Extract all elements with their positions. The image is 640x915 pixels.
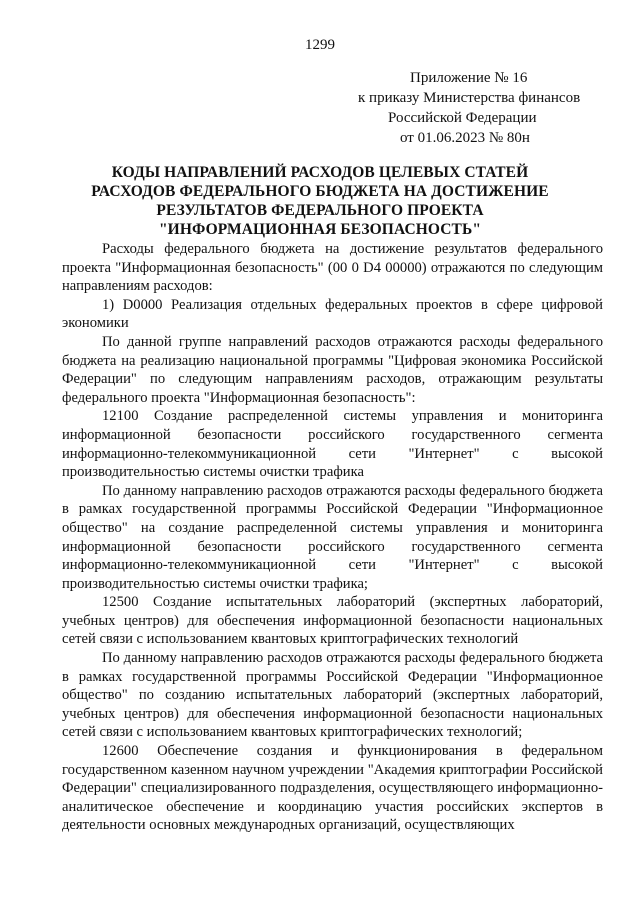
- appendix-line: от 01.06.2023 № 80н: [400, 130, 530, 146]
- paragraph: 1) D0000 Реализация отдельных федеральных проектов в сфере цифровой экономики: [62, 296, 603, 332]
- paragraph: Расходы федерального бюджета на достижение результатов федерального проекта "Информационная безопасность" (00 0 D4 00000) отражаются по следующим направлениям расходов:: [62, 241, 603, 295]
- document-body: [62, 240, 603, 835]
- paragraph: 12100 Создание распределенной системы управления и мониторинга информационной безопасности российского государственного сегмента информационно-телекоммуникационной сети "Интернет" с высокой производительностью системы очистки трафика: [62, 408, 603, 481]
- appendix-line: к приказу Министерства финансов: [358, 90, 581, 106]
- paragraph: 12500 Создание испытательных лабораторий (экспертных лабораторий, учебных центров) для обеспечения информационной безопасности национальных сетей связи с использованием квантовых криптографических технологий: [62, 594, 603, 648]
- title-line: РАСХОДОВ ФЕДЕРАЛЬНОГО БЮДЖЕТА НА ДОСТИЖЕНИЕ: [91, 183, 549, 200]
- paragraph: По данной группе направлений расходов отражаются расходы федерального бюджета на реализацию национальной программы "Цифровая экономика Российской Федерации" по следующим направлениям расходов, отражающим результаты федерального проекта "Информационная безопасность":: [62, 333, 603, 406]
- appendix-line: Российской Федерации: [388, 110, 537, 126]
- appendix-line: Приложение № 16: [410, 70, 528, 86]
- title-line: РЕЗУЛЬТАТОВ ФЕДЕРАЛЬНОГО ПРОЕКТА: [156, 202, 484, 219]
- title-line: "ИНФОРМАЦИОННАЯ БЕЗОПАСНОСТЬ": [158, 221, 482, 238]
- document-title: [60, 163, 580, 239]
- page-number: 1299: [305, 37, 335, 53]
- title-line: КОДЫ НАПРАВЛЕНИЙ РАСХОДОВ ЦЕЛЕВЫХ СТАТЕЙ: [111, 164, 529, 181]
- paragraph: 12600 Обеспечение создания и функционирования в федеральном государственном казенном научном учреждении "Академия криптографии Российской Федерации" специализированного подразделения, осуществляющего информационно-аналитическое обеспечение и координацию участия российских экспертов в деятельности основных международных организаций, осуществляющих: [62, 743, 603, 834]
- appendix-block: [330, 68, 610, 148]
- paragraph: По данному направлению расходов отражаются расходы федерального бюджета в рамках государственной программы Российской Федерации "Информационное общество" по созданию испытательных лабораторий (экспертных лабораторий, учебных центров) для обеспечения информационной безопасности национальных сетей связи с использованием квантовых криптографических технологий;: [62, 650, 603, 741]
- paragraph: По данному направлению расходов отражаются расходы федерального бюджета в рамках государственной программы Российской Федерации "Информационное общество" на создание распределенной системы управления и мониторинга информационной безопасности российского государственного сегмента информационно-телекоммуникационной сети "Интернет" с высокой производительностью системы очистки трафика;: [62, 482, 603, 592]
